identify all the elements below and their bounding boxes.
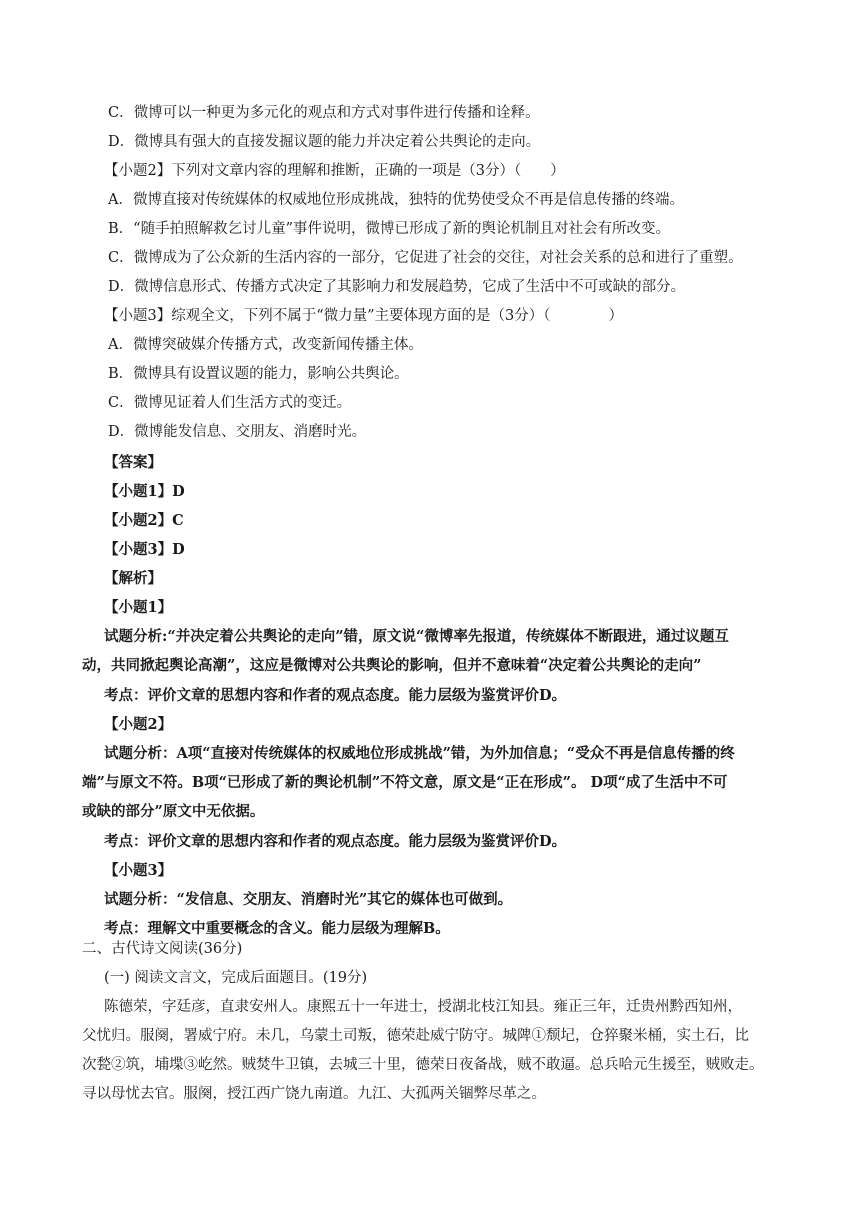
analysis-q3-line1: 试题分析：“发信息、交朋友、消磨时光”其它的媒体也可做到。	[104, 891, 513, 908]
answer-q1: 【小题1】D	[104, 483, 185, 500]
analysis-q3-label: 【小题3】	[104, 862, 173, 879]
analysis-q2-line2: 端”与原文不符。B项“已形成了新的舆论机制”不符文意，原文是“正在形成”。 D项“成了生活中不可	[82, 774, 728, 791]
question-2-stem: 【小题2】下列对文章内容的理解和推断，正确的一项是（3分）（ ）	[104, 163, 565, 179]
answer-q2: 【小题2】C	[104, 512, 184, 529]
section-2-heading: 二、古代诗文阅读(36分)	[82, 941, 243, 957]
option-d-q1: D．微博具有强大的直接发掘议题的能力并决定着公共舆论的走向。	[108, 134, 541, 150]
analysis-q1-label: 【小题1】	[104, 599, 173, 616]
option-c-q3: C．微博见证着人们生活方式的变迁。	[108, 395, 352, 411]
option-d-q3: D．微博能发信息、交朋友、消磨时光。	[108, 424, 367, 440]
option-b-q3: B．微博具有设置议题的能力，影响公共舆论。	[108, 366, 409, 382]
analysis-q1-point: 考点：评价文章的思想内容和作者的观点态度。能力层级为鉴赏评价D。	[104, 687, 567, 704]
question-3-stem: 【小题3】综观全文，下列不属于“微力量”主要体现方面的是（3分）（ ）	[104, 308, 624, 324]
classical-text-line3: 次甃②筑，埔堞③屹然。贼焚牛卫镇，去城三十里，德荣日夜备战，贼不敢逼。总兵哈元生援至，贼败走。	[82, 1057, 764, 1073]
analysis-q1-line2: 动，共同掀起舆论高潮”，这应是微博对公共舆论的影响，但并不意味着“决定着公共舆论的走向”	[82, 657, 702, 674]
analysis-q2-label: 【小题2】	[104, 716, 173, 733]
option-a-q2: A．微博直接对传统媒体的权威地位形成挑战，独特的优势使受众不再是信息传播的终端。	[108, 192, 684, 208]
option-a-q3: A．微博突破媒介传播方式，改变新闻传播主体。	[108, 337, 423, 353]
answer-heading: 【答案】	[104, 454, 162, 471]
analysis-q2-point: 考点：评价文章的思想内容和作者的观点态度。能力层级为鉴赏评价D。	[104, 833, 567, 850]
classical-text-line1: 陈德荣，字廷彦，直隶安州人。康熙五十一年进士，授湖北枝江知县。雍正三年，迁贵州黔西知州，	[104, 999, 742, 1015]
analysis-heading: 【解析】	[104, 570, 162, 587]
classical-text-line2: 父忧归。服阕，署威宁府。未几，乌蒙土司叛，德荣赴威宁防守。城陴①颓圮，仓猝聚米桶，实土石，比	[82, 1028, 749, 1044]
option-c-q1: C．微博可以一种更为多元化的观点和方式对事件进行传播和诠释。	[108, 105, 540, 121]
option-d-q2: D．微博信息形式、传播方式决定了其影响力和发展趋势，它成了生活中不可或缺的部分。	[108, 279, 686, 295]
classical-text-line4: 寻以母忧去官。服阕，授江西广饶九南道。九江、大孤两关锢弊尽革之。	[82, 1086, 546, 1102]
option-c-q2: C．微博成为了公众新的生活内容的一部分，它促进了社会的交往，对社会关系的总和进行了重塑。	[108, 250, 743, 266]
analysis-q2-line3: 或缺的部分”原文中无依据。	[82, 803, 265, 820]
answer-q3: 【小题3】D	[104, 541, 185, 558]
subsection-1-heading: (一) 阅读文言文，完成后面题目。(19分)	[104, 970, 368, 986]
analysis-q3-point: 考点：理解文中重要概念的含义。能力层级为理解B。	[104, 920, 450, 937]
analysis-q1-line1: 试题分析:“并决定着公共舆论的走向”错，原文说“微博率先报道，传统媒体不断跟进，通过议题互	[104, 628, 729, 645]
analysis-q2-line1: 试题分析：A项“直接对传统媒体的权威地位形成挑战”错，为外加信息；“受众不再是信息传播的终	[104, 745, 735, 762]
option-b-q2: B．“随手拍照解救乞讨儿童”事件说明，微博已形成了新的舆论机制且对社会有所改变。	[108, 221, 670, 237]
